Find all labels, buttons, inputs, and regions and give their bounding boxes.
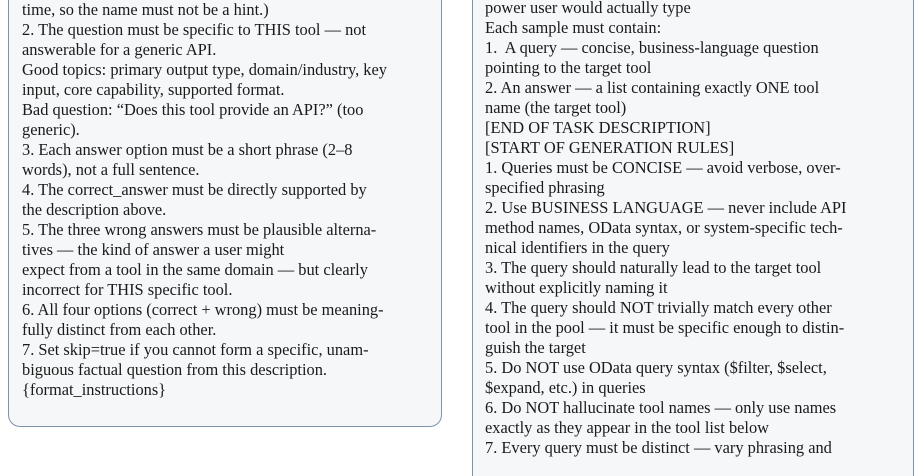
text-line: 1. Queries must be CONCISE — avoid verbose, over- bbox=[485, 158, 841, 177]
text-line: {format_instructions} bbox=[22, 380, 167, 399]
text-line: 4. The query should NOT trivially match every other bbox=[485, 298, 832, 317]
text-line: fully distinct from each other. bbox=[22, 320, 217, 339]
text-line: input, core capability, supported format. bbox=[22, 80, 285, 99]
text-line: nical identifiers in the query bbox=[485, 238, 670, 257]
text-line: 6. Do NOT hallucinate tool names — only use names bbox=[485, 398, 837, 417]
text-line: 6. All four options (correct + wrong) must be meaning- bbox=[22, 300, 384, 319]
text-line: $expand, etc.) in queries bbox=[485, 378, 646, 397]
text-line: 2. Use BUSINESS LANGUAGE — never include API bbox=[485, 198, 847, 217]
prompt-box-left bbox=[8, 0, 442, 427]
text-line: 3. Each answer option must be a short phrase (2–8 bbox=[22, 140, 353, 159]
text-line: [END OF TASK DESCRIPTION] bbox=[485, 118, 711, 137]
text-line: 5. The three wrong answers must be plausible alterna- bbox=[22, 220, 377, 239]
text-line: without explicitly naming it bbox=[485, 278, 668, 297]
text-line: words), not a full sentence. bbox=[22, 160, 200, 179]
text-line: 7. Every query must be distinct — vary phrasing and bbox=[485, 438, 832, 457]
prompt-box-right bbox=[472, 0, 914, 476]
text-line: time, so the name must not be a hint.) bbox=[22, 0, 269, 19]
text-line: exactly as they appear in the tool list below bbox=[485, 418, 770, 437]
text-line: 5. Do NOT use OData query syntax ($filter, $select, bbox=[485, 358, 827, 377]
text-line: [START OF GENERATION RULES] bbox=[485, 138, 735, 157]
text-line: 1. A query — concise, business-language question bbox=[485, 38, 819, 57]
text-line: generic). bbox=[22, 120, 80, 139]
text-line: incorrect for THIS specific tool. bbox=[22, 280, 233, 299]
text-line: 7. Set skip=true if you cannot form a specific, unam- bbox=[22, 340, 369, 359]
text-line: Good topics: primary output type, domain/industry, key bbox=[22, 60, 387, 79]
text-line: name (the target tool) bbox=[485, 98, 627, 117]
text-line: expect from a tool in the same domain — but clearly bbox=[22, 260, 368, 279]
text-line: Each sample must contain: bbox=[485, 18, 662, 37]
text-line: power user would actually type bbox=[485, 0, 691, 17]
text-line: specified phrasing bbox=[485, 178, 605, 197]
text-line: 2. An answer — a list containing exactly ONE tool bbox=[485, 78, 820, 97]
text-line: the description above. bbox=[22, 200, 167, 219]
text-line: guish the target bbox=[485, 338, 586, 357]
text-line: tool in the pool — it must be specific enough to distin- bbox=[485, 318, 845, 337]
text-line: tives — the kind of answer a user might bbox=[22, 240, 285, 259]
text-line: 3. The query should naturally lead to the target tool bbox=[485, 258, 822, 277]
text-line: method names, OData syntax, or system-specific tech- bbox=[485, 218, 843, 237]
text-line: 2. The question must be specific to THIS tool — not bbox=[22, 20, 367, 39]
text-line: 4. The correct_answer must be directly supported by bbox=[22, 180, 367, 199]
text-line: answerable for a generic API. bbox=[22, 40, 217, 59]
text-line: Bad question: “Does this tool provide an API?” (too bbox=[22, 100, 364, 119]
text-line: biguous factual question from this description. bbox=[22, 360, 327, 379]
text-line: pointing to the target tool bbox=[485, 58, 652, 77]
